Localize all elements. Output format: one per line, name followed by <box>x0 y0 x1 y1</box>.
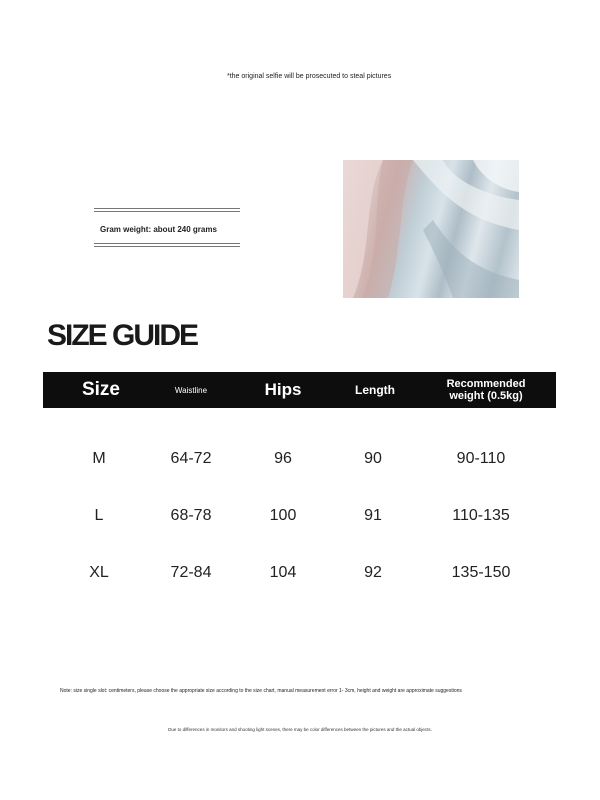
gram-weight-text: Gram weight: about 240 grams <box>100 225 217 234</box>
cell-waistline: 72-84 <box>170 564 212 581</box>
divider-bottom <box>94 243 240 248</box>
fabric-swatch-photo <box>343 160 519 298</box>
cell-hips: 96 <box>274 450 292 467</box>
header-recommended-weight <box>431 372 541 408</box>
cell-length: 91 <box>364 507 382 524</box>
cell-hips: 100 <box>269 507 297 524</box>
size-table-header <box>43 372 556 408</box>
header-length: Length <box>355 383 395 397</box>
gram-weight-block <box>94 208 240 248</box>
cell-size: M <box>92 450 106 467</box>
header-hips: Hips <box>264 380 302 399</box>
measurement-note: Note: size single slot: centimeters, please choose the appropriate size according to the size chart, manual measurement error 1- 3cm, height and weight are approximate suggestions <box>60 688 462 694</box>
header-weight-line1: Recommended <box>446 378 526 390</box>
size-guide-title: SIZE GUIDE <box>47 319 198 352</box>
cell-size: L <box>94 507 104 524</box>
divider-top <box>94 208 240 213</box>
cell-weight: 110-135 <box>452 507 510 524</box>
cell-waistline: 64-72 <box>170 450 212 467</box>
cell-length: 90 <box>364 450 382 467</box>
cell-weight: 90-110 <box>456 450 506 467</box>
cell-size: XL <box>89 564 109 581</box>
color-disclaimer: Due to differences in monitors and shooting light scenes, there may be color differences between the pictures and the actual objects. <box>168 727 432 732</box>
copyright-notice: *the original selfie will be prosecuted to steal pictures <box>227 73 392 80</box>
table-row <box>43 507 556 531</box>
cell-waistline: 68-78 <box>170 507 212 524</box>
cell-hips: 104 <box>269 564 297 581</box>
header-weight-line2: weight (0.5kg) <box>449 390 523 402</box>
table-row <box>43 564 556 588</box>
header-size: Size <box>81 379 121 400</box>
cell-length: 92 <box>364 564 382 581</box>
header-waistline: Waistline <box>174 385 208 395</box>
table-row <box>43 450 556 474</box>
cell-weight: 135-150 <box>451 564 511 581</box>
